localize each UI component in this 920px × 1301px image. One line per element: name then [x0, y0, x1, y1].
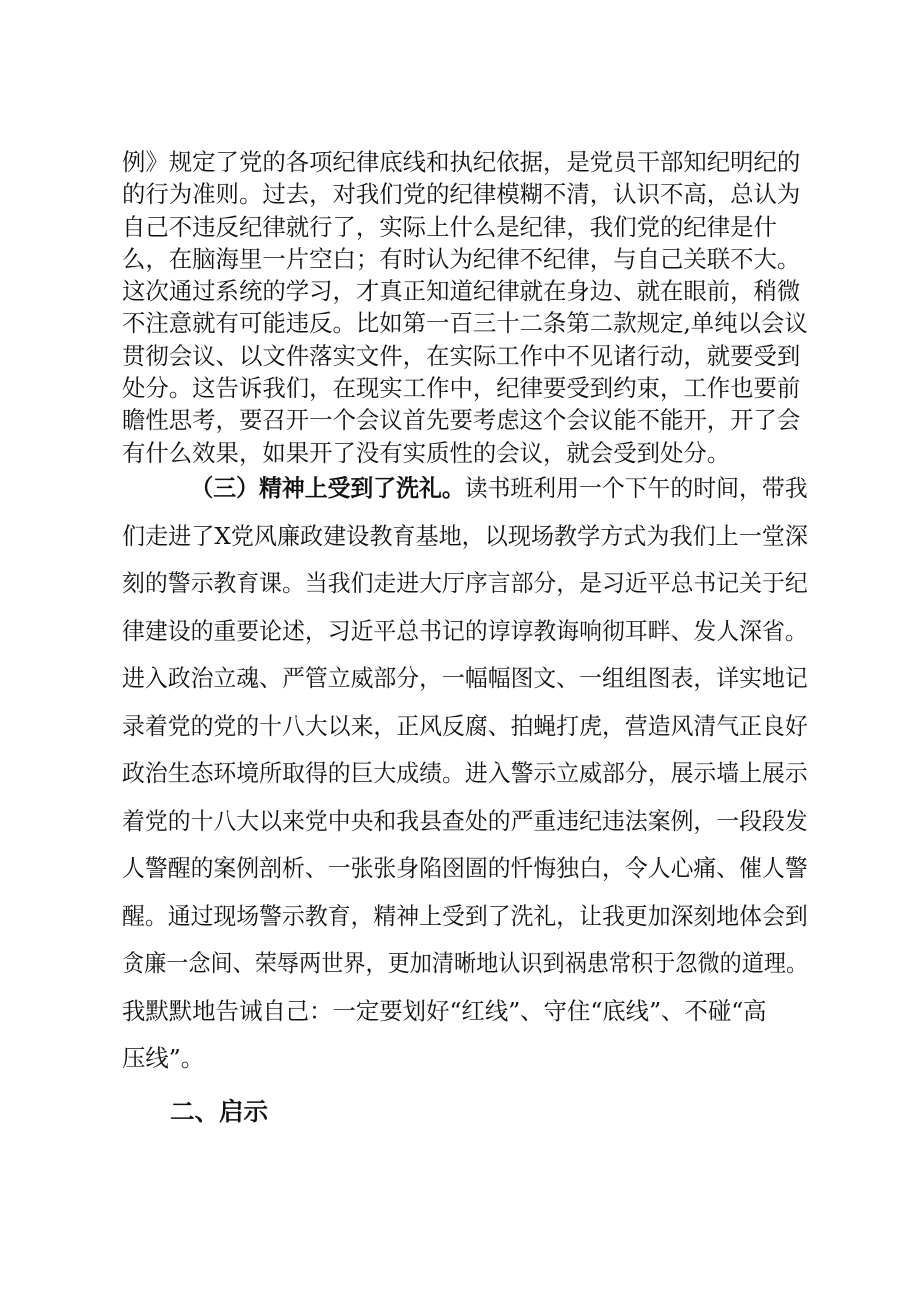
text-line: 们走进了X党风廉政建设教育基地，以现场教学方式为我们上一堂深: [122, 521, 808, 550]
paragraph-spiritual-baptism: [122, 465, 808, 1083]
first-line: [122, 465, 808, 513]
text-line: 刻的警示教育课。当我们走进大厅序言部分，是习近平总书记关于纪: [122, 569, 808, 597]
subsection-heading: （三）精神上受到了洗礼。: [190, 474, 465, 502]
text-line: 例》规定了党的各项纪律底线和执纪依据，是党员干部知纪明纪的: [122, 148, 801, 176]
text-line: 录着党的党的十八大以来，正风反腐、拍蝇打虎，营造风清气正良好: [122, 711, 808, 740]
text-line: 有什么效果，如果开了没有实质性的会议，就会受到处分。: [122, 438, 731, 467]
section-heading: 二、启示: [170, 1097, 268, 1126]
text-line: 的行为准则。过去，对我们党的纪律模糊不清，认识不高，总认为: [122, 180, 801, 209]
text-line: 着党的十八大以来党中央和我县查处的严重违纪违法案例，一段段发: [122, 806, 808, 835]
text-line: 政治生态环境所取得的巨大成绩。进入警示立威部分，展示墙上展示: [122, 759, 808, 787]
text-line: 律建设的重要论述，习近平总书记的谆谆教诲响彻耳畔、发人深省。: [122, 616, 808, 645]
text-line: 我默默地告诫自己：一定要划好“红线”、守住“底线”、不碰“高: [122, 996, 767, 1025]
paragraph-discipline-rules: [122, 146, 808, 469]
text-line: 这次通过系统的学习，才真正知道纪律就在身边、就在眼前，稍微: [122, 277, 801, 306]
text-line: 瞻性思考，要召开一个会议首先要考虑这个会议能不能开，开了会: [122, 406, 801, 435]
text-line: 贯彻会议、以文件落实文件，在实际工作中不见诸行动，就要受到: [122, 341, 801, 370]
text-line: 不注意就有可能违反。比如第一百三十二条第二款规定,单纯以会议: [122, 309, 808, 338]
text-line: 自己不违反纪律就行了，实际上什么是纪律，我们党的纪律是什: [122, 212, 777, 241]
first-line-text: 读书班利用一个下午的时间，带我: [464, 474, 808, 502]
text-line: 处分。这告诉我们，在现实工作中，纪律要受到约束，工作也要前: [122, 374, 801, 403]
text-line: 压线”。: [122, 1044, 205, 1072]
text-line: 人警醒的案例剖析、一张张身陷囹圄的忏悔独白，令人心痛、催人警: [122, 854, 808, 882]
text-line: 醒。通过现场警示教育，精神上受到了洗礼，让我更加深刻地体会到: [122, 901, 808, 930]
text-line: 贪廉一念间、荣辱两世界，更加清晰地认识到祸患常积于忽微的道理。: [122, 949, 809, 977]
text-line: 么，在脑海里一片空白；有时认为纪律不纪律，与自己关联不大。: [122, 244, 801, 273]
text-line: 进入政治立魂、严管立威部分，一幅幅图文、一组组图表，详实地记: [122, 664, 808, 692]
